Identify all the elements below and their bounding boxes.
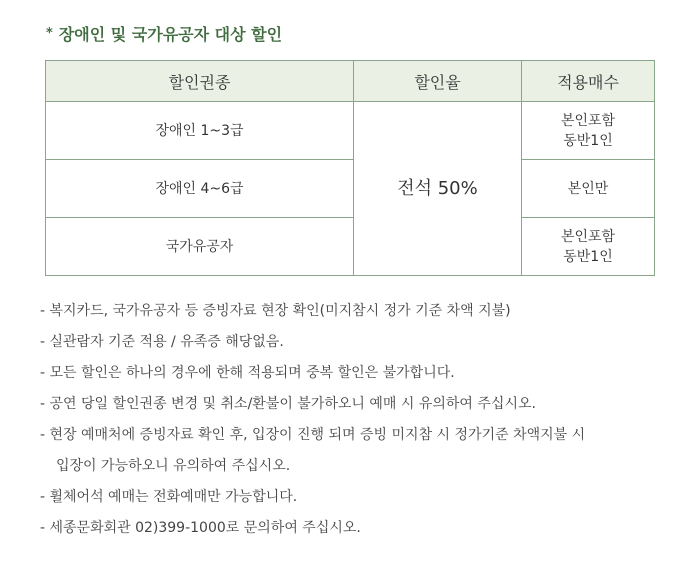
table-header-row (46, 61, 655, 102)
notes-list (40, 296, 680, 544)
table-row (46, 218, 655, 276)
ticket-type-cell: 국가유공자 (46, 218, 354, 276)
table-row (46, 102, 655, 160)
note-item: - 실관람자 기준 적용 / 유족증 해당없음. (40, 334, 284, 350)
ticket-count-line: 본인만 (567, 180, 609, 197)
table-row (46, 160, 655, 218)
ticket-count-line: 동반1인 (563, 248, 613, 265)
section-heading (46, 22, 282, 45)
ticket-count-line: 동반1인 (563, 132, 613, 149)
discount-table (45, 60, 655, 276)
section-title: 장애인 및 국가유공자 대상 할인 (58, 25, 283, 44)
ticket-type-cell: 장애인 4~6급 (46, 160, 354, 218)
note-item: - 세종문화회관 02)399-1000로 문의하여 주십시오. (40, 520, 361, 536)
note-item-continuation: 입장이 가능하오니 유의하여 주십시오. (56, 458, 291, 474)
discount-rate-cell: 전석 50% (354, 102, 522, 276)
header-ticket-count: 적용매수 (522, 61, 655, 102)
bullet-icon: * (46, 26, 53, 41)
ticket-count-cell (522, 218, 655, 276)
header-discount-rate: 할인율 (354, 61, 522, 102)
note-item: - 현장 예매처에 증빙자료 확인 후, 입장이 진행 되며 증빙 미지참 시 정가기준 차액지불 시 (40, 427, 586, 443)
note-item: - 모든 할인은 하나의 경우에 한해 적용되며 중복 할인은 불가합니다. (40, 365, 455, 381)
note-item: - 복지카드, 국가유공자 등 증빙자료 현장 확인(미지참시 정가 기준 차액 지불) (40, 303, 511, 319)
ticket-count-line: 본인포함 (560, 228, 616, 245)
header-ticket-type: 할인권종 (46, 61, 354, 102)
note-item: - 공연 당일 할인권종 변경 및 취소/환불이 불가하오니 예매 시 유의하여 주십시오. (40, 396, 536, 412)
ticket-count-cell (522, 160, 655, 218)
ticket-count-line: 본인포함 (560, 112, 616, 129)
ticket-type-cell: 장애인 1~3급 (46, 102, 354, 160)
note-item: - 휠체어석 예매는 전화예매만 가능합니다. (40, 489, 298, 505)
ticket-count-cell (522, 102, 655, 160)
